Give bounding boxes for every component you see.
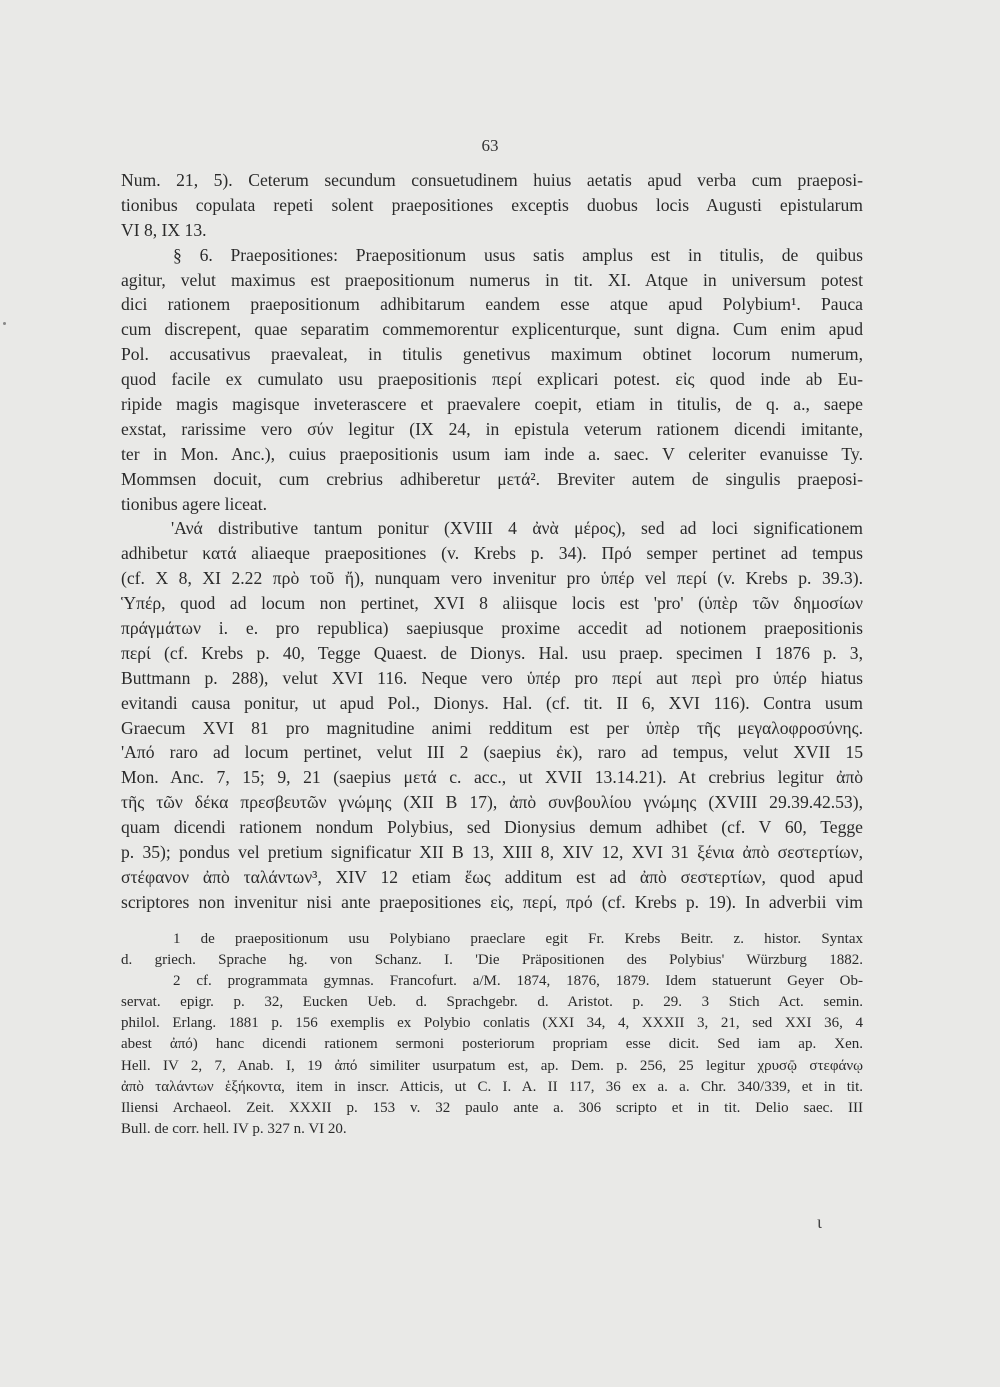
text-line: 'Ανά distributive tantum ponitur (XVIII 4 ἀνὰ μέρος), sed ad loci significationem (171, 518, 863, 539)
text-line: πράγμάτων i. e. pro republica) saepiusque proxime accedit ad notionem praepositionis (121, 618, 863, 639)
footnote-line: abest ἀπό) hanc dicendi rationem sermoni posteriorum propriam esse dicit. Sed iam ap. Xen. (121, 1036, 863, 1053)
text-line: p. 35); pondus vel pretium significatur XII B 13, XIII 8, XIV 12, XVI 31 ξένια ἀπὸ σεστερτίων, (121, 842, 863, 863)
text-line: Mommsen docuit, cum crebrius adhiberetur μετά². Breviter autem de singulis praeposi- (121, 468, 863, 489)
text-line: dici rationem praepositionum adhibitarum eandem esse atque apud Polybium¹. Pauca (121, 294, 863, 315)
main-text (121, 168, 863, 915)
text-line: § 6. Praepositiones: Praepositionum usus satis amplus est in titulis, de quibus (173, 244, 863, 265)
text-line: Ὑπέρ, quod ad locum non pertinet, XVI 8 aliisque locis est 'pro' (ὑπὲρ τῶν δημοσίων (121, 593, 863, 614)
footnote-line: Bull. de corr. hell. IV p. 327 n. VI 20. (121, 1120, 347, 1137)
text-line: Graecum XVI 81 pro magnitudine animi redditum est per ὑπὲρ τῆς μεγαλοφροσύνης. (121, 717, 863, 738)
text-line: evitandi causa ponitur, ut apud Pol., Dionys. Hal. (cf. tit. II 6, XVI 116). Contra usum (121, 692, 863, 713)
text-line: Num. 21, 5). Ceterum secundum consuetudinem huius aetatis apud verba cum praeposi- (121, 170, 863, 190)
page-number: 63 (481, 136, 499, 155)
footnote-line: d. griech. Sprache hg. von Schanz. I. 'Die Präpositionen des Polybius' Würzburg 1882. (121, 952, 863, 969)
text-line: Buttmann p. 288), velut XVI 116. Neque vero ὑπέρ pro περί aut περὶ pro ὑπέρ hiatus (121, 667, 863, 688)
text-line: Pol. accusativus praevaleat, in titulis genetivus maximum obtinet locorum numerum, (121, 344, 863, 365)
footnote-line: 2 cf. programmata gymnas. Francofurt. a/M. 1874, 1876, 1879. Idem statuerunt Geyer Ob- (173, 973, 863, 990)
text-line: τῆς τῶν δέκα πρεσβευτῶν γνώμης (XII B 17), ἀπὸ συνβουλίου γνώμης (XVIII 29.39.42.53), (121, 792, 863, 813)
text-line: ter in Mon. Anc.), cuius praepositionis usum iam inde a. saec. V celeriter evanuisse Ty. (121, 443, 863, 464)
footnotes (121, 929, 863, 1140)
text-line: agitur, velut maximus est praepositionum numerus in tit. XI. Atque in universum potest (121, 269, 863, 290)
text-line: Mon. Anc. 7, 15; 9, 21 (saepius μετά c. acc., ut XVII 13.14.21). At crebrius legitur ἀπὸ (121, 767, 863, 788)
text-line: 'Από raro ad locum pertinet, velut III 2 (saepius ἐκ), raro ad tempus, velut XVII 15 (121, 742, 863, 763)
text-line: ripide magis magisque inveterascere et praevalere coepit, etiam in titulis, de q. a., saepe (121, 394, 863, 415)
text-line: στέφανον ἀπὸ ταλάντων³, XIV 12 etiam ἕως additum est ad ἀπὸ σεστερτίων, quod apud (121, 866, 863, 887)
text-line: quod facile ex cumulato usu praepositionis περί explicari potest. εἰς quod inde ab Eu- (121, 369, 863, 390)
margin-speck (3, 322, 6, 325)
text-line: tionibus agere liceat. (121, 493, 268, 514)
text-line: adhibetur κατά aliaeque praepositiones (v. Krebs p. 34). Πρό semper pertinet ad tempus (121, 543, 863, 564)
text-line: VI 8, IX 13. (121, 219, 207, 240)
text-line: scriptores non invenitur nisi ante praepositiones εἰς, περί, πρό (cf. Krebs p. 19). In adverbii vim (121, 891, 863, 912)
bottom-mark: ι (817, 1212, 822, 1232)
text-line: cum discrepent, quae separatim commemorentur explicenturque, sunt digna. Cum enim apud (121, 319, 863, 340)
footnote-line: philol. Erlang. 1881 p. 156 exemplis ex Polybio conlatis (XXI 34, 4, XXXII 3, 21, sed XXI 36, 4 (121, 1015, 863, 1032)
text-line: tionibus copulata repeti solent praepositiones exceptis duobus locis Augusti epistularum (121, 194, 863, 215)
footnote-line: ἀπὸ ταλάντων ἑξήκοντα, item in inscr. Atticis, ut C. I. A. II 117, 36 ex a. a. Chr. 340/339, et in tit. (121, 1078, 863, 1095)
text-line: exstat, rarissime vero σύν legitur (IX 24, in epistula veterum rationem dicendi imitante, (121, 418, 863, 439)
footnote-line: 1 de praepositionum usu Polybiano praeclare egit Fr. Krebs Beitr. z. histor. Syntax (173, 931, 863, 947)
footnote-line: Hell. IV 2, 7, Anab. I, 19 ἀπό similiter usurpatum est, ap. Dem. p. 256, 25 legitur χρυσῷ στεφάνῳ (121, 1057, 863, 1074)
footnote-line: Iliensi Archaeol. Zeit. XXXII p. 153 v. 32 paulo ante a. 306 scripto et in tit. Delio saec. III (121, 1099, 863, 1116)
footnote-line: servat. epigr. p. 32, Eucken Ueb. d. Sprachgebr. d. Aristot. p. 29. 3 Stich Act. semin. (121, 994, 863, 1011)
text-line: περί (cf. Krebs p. 40, Tegge Quaest. de Dionys. Hal. usu praep. specimen I 1876 p. 3, (121, 642, 863, 663)
text-line: quam dicendi rationem nondum Polybius, sed Dionysius demum adhibet (cf. V 60, Tegge (121, 817, 863, 838)
text-line: (cf. X 8, XI 2.22 πρὸ τοῦ ἤ), nunquam vero invenitur pro ὑπέρ vel περί (v. Krebs p. 39.3). (121, 568, 863, 589)
